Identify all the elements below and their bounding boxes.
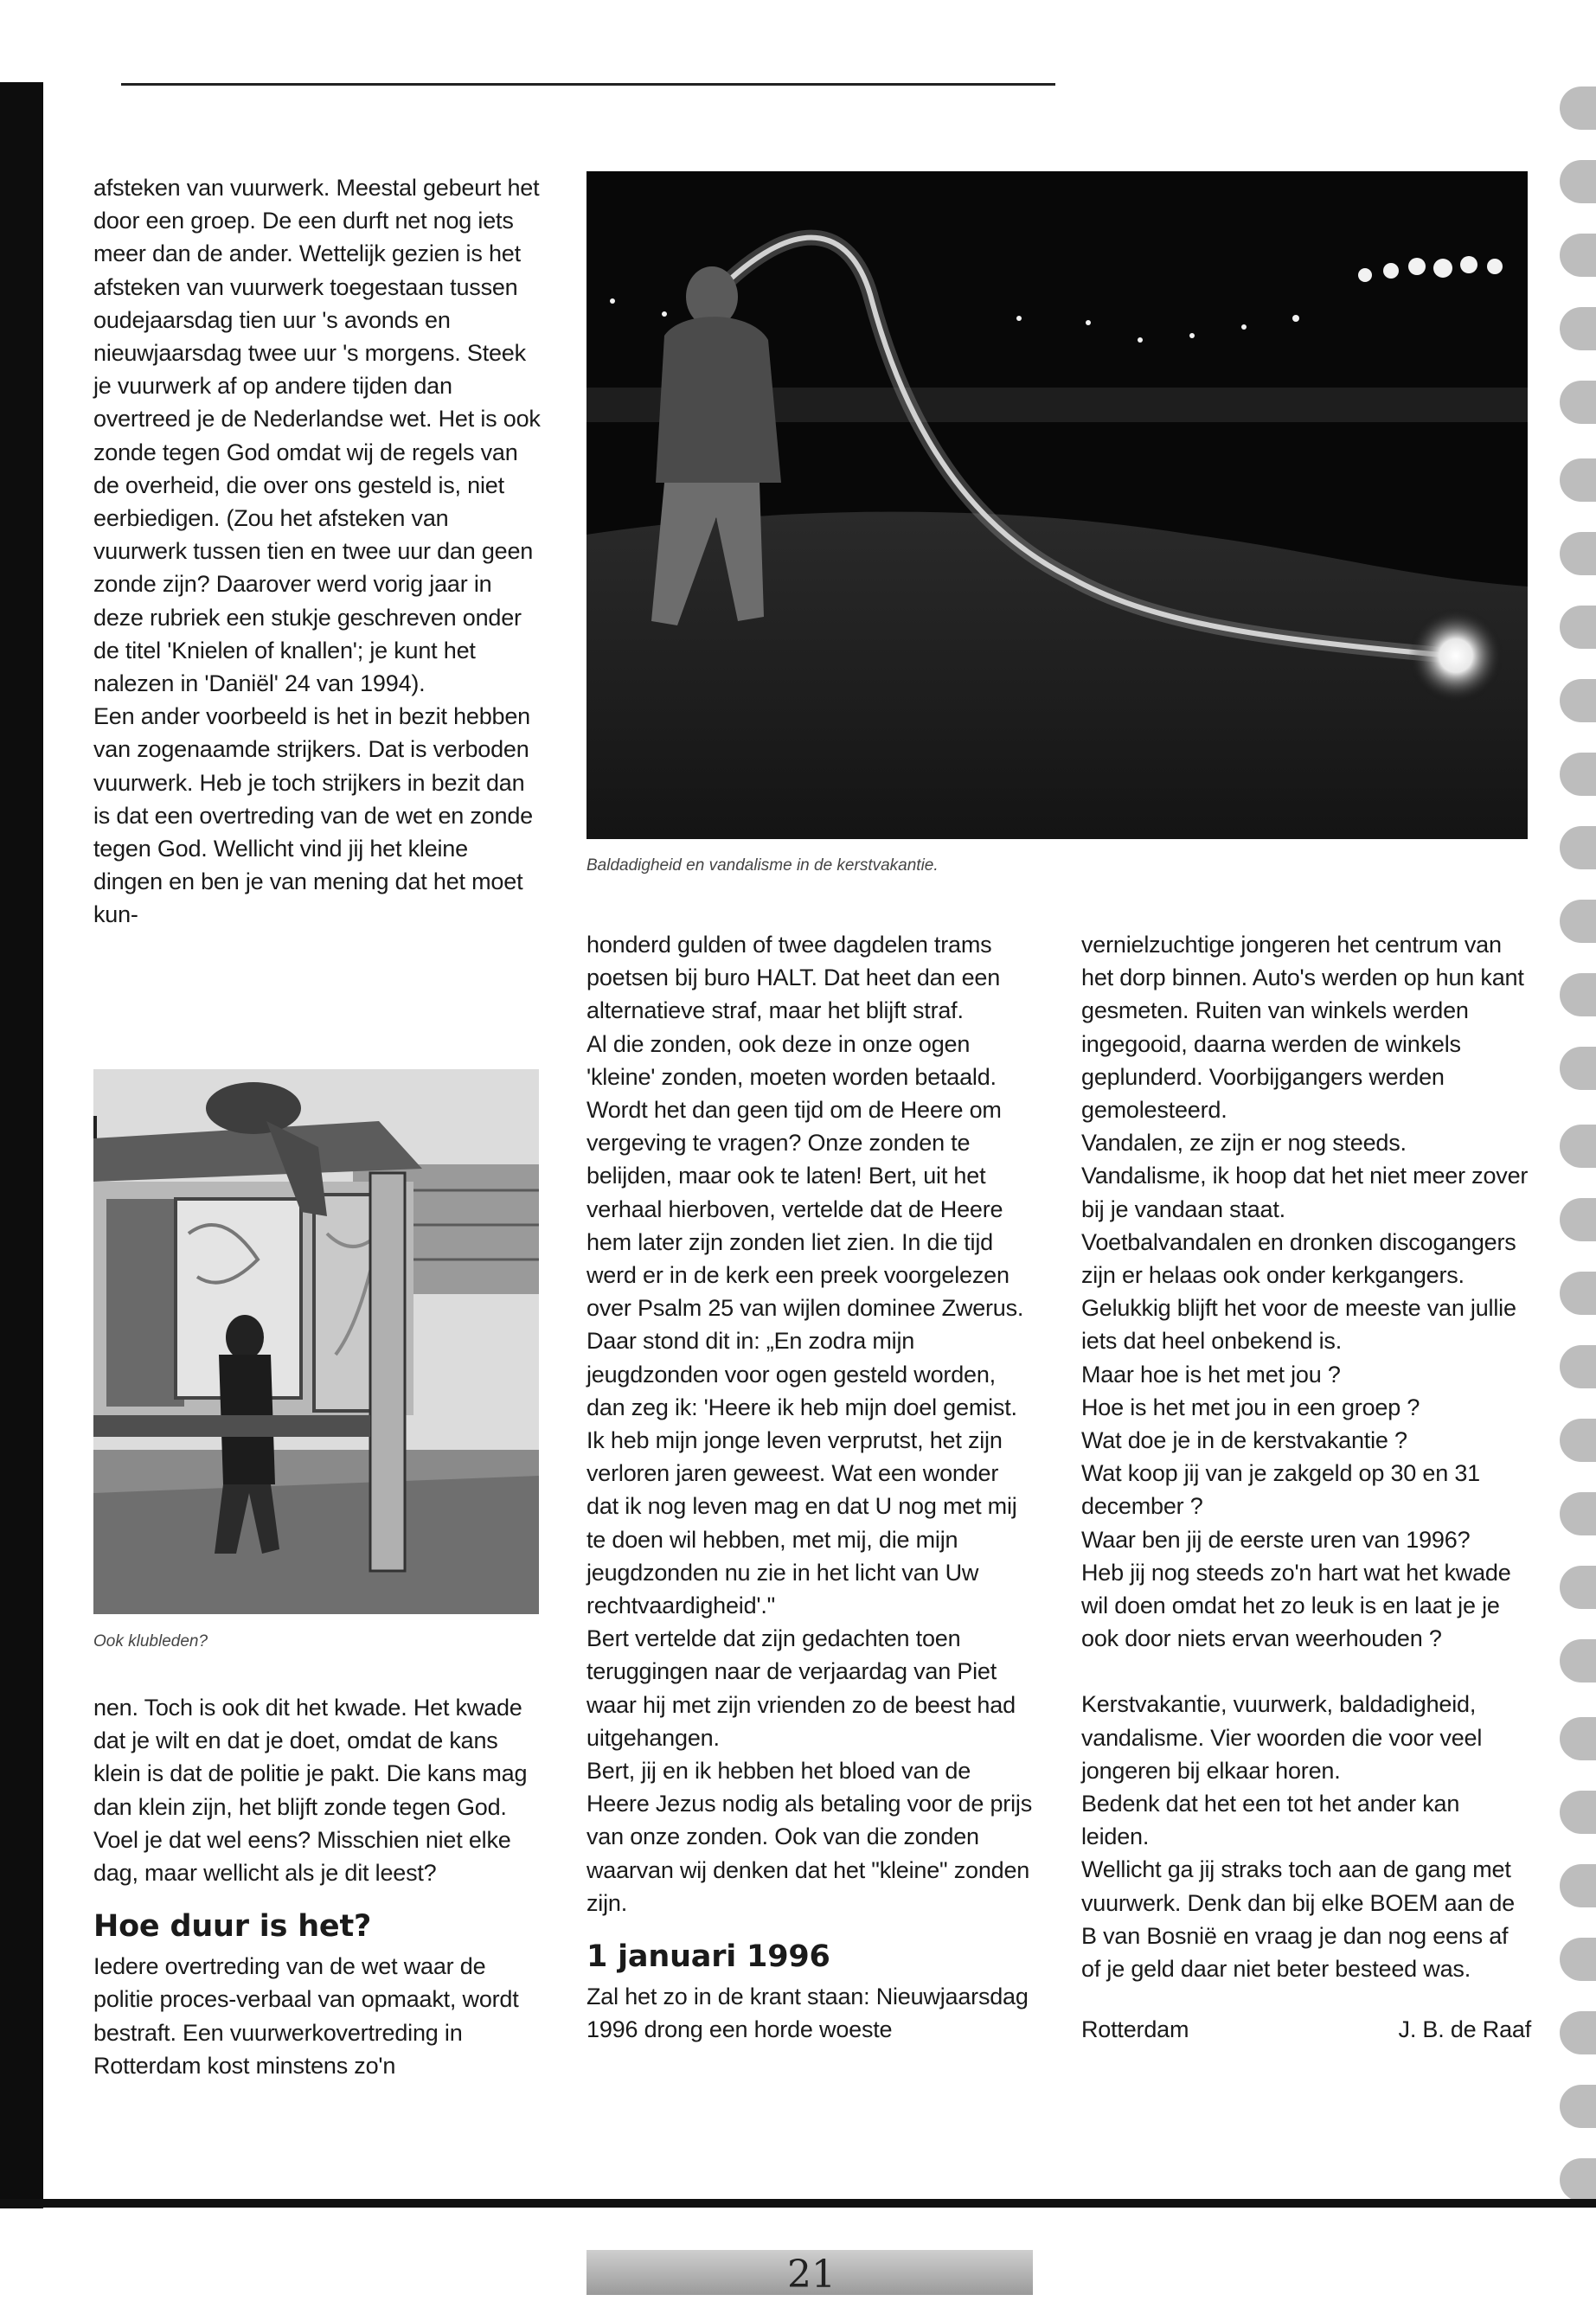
bus-shelter-photo	[93, 1069, 539, 1614]
body-text: afsteken van vuurwerk. Meestal gebeurt het door een groep. De een durft net nog iets meer dan de ander. Wettelijk gezien is het afsteken van vuurwerk toegestaan tussen oudejaarsdag tien uur 's avonds en nieuwjaarsdag twee uur 's morgens. Steek je vuurwerk af op andere tijden dan overtreed je de Nederlandse wet. Het is ook zonde tegen God omdat wij de regels van de overheid, die over ons gesteld is, niet eerbiedigen. (Zou het afsteken van vuurwerk tussen tien en twee uur dan geen zonde zijn? Daarover werd vorig jaar in deze rubriek een stukje geschreven onder de titel 'Knielen of knallen'; je kunt het nalezen in 'Daniël' 24 van 1994). Een ander voorbeeld is het in bezit hebben van zogenaamde strijkers. Dat is verboden vuurwerk. Heb je toch strijkers in bezit dan is dat een overtreding van de wet en zonde tegen God. Wellicht vind jij het kleine dingen en ben je van mening dat het moet kun-	[93, 175, 541, 928]
page-number: 21	[787, 2253, 836, 2297]
body-text: nen. Toch is ook dit het kwade. Het kwade dat je wilt en dat je doet, omdat de kans klein is dat de politie je pakt. Die kans mag dan klein zijn, het blijft zonde tegen God. Voel je dat wel eens? Misschien niet elke dag, maar wellicht als je dit leest?	[93, 1695, 528, 1887]
body-text: vernielzuchtige jongeren het centrum van het dorp binnen. Auto's werden op hun kant gesmeten. Ruiten van winkels werden ingegooid, daarna werden de winkels geplunderd. Voorbijgangers werden gemolesteerd. Vandalen, ze zijn er nog steeds. Vandalisme, ik hoop dat het niet meer zover bij je vandaan staat. Voetbalvandalen en dronken discogangers zijn er helaas ook onder kerkgangers. Gelukkig blijft het voor de meeste van jullie iets dat heel onbekend is. Maar hoe is het met jou ? Hoe is het met jou in een groep ? Wat doe je in de kerstvakantie ? Wat koop jij van je zakgeld op 30 en 31 december ? Waar ben jij de eerste uren van 1996? Heb jij nog steeds zo'n hart wat het kwade wil doen omdat het zo leuk is en laat je je ook door niets ervan weerhouden ?	[1081, 932, 1529, 1652]
column-2	[586, 928, 1036, 2047]
column-1-top	[93, 171, 543, 932]
top-rule	[121, 83, 1055, 86]
caption-left: Ook klubleden?	[93, 1632, 208, 1650]
photo-edge-mark	[93, 1116, 97, 1138]
bottom-rule	[0, 2199, 1596, 2208]
caption-top: Baldadigheid en vandalisme in de kerstvakantie.	[586, 856, 939, 875]
column-1-bottom	[93, 1691, 543, 2082]
body-text: honderd gulden of twee dagdelen trams poetsen bij buro HALT. Dat heet dan een alternatieve straf, maar het blijft straf. Al die zonden, ook deze in onze ogen 'kleine' zonden, moeten worden betaald. Wordt het dan geen tijd om de Heere om vergeving te vragen? Onze zonden te belijden, maar ook te laten! Bert, uit het verhaal hierboven, vertelde dat de Heere hem later zijn zonden liet zien. In die tijd werd er in de kerk een preek voorgelezen over Psalm 25 van wijlen dominee Zwerus. Daar stond dit in: „En zodra mijn jeugdzonden voor ogen gesteld worden, dan zeg ik: 'Heere ik heb mijn doel gemist. Ik heb mijn jonge leven verprutst, het zijn verloren jaren geweest. Wat een wonder dat ik nog leven mag en dat U nog met mij te doen wil hebben, met mij, die mijn jeugdzonden nu zie in het licht van Uw rechtvaardigheid'." Bert vertelde dat zijn gedachten toen teruggingen naar de verjaardag van Piet waar hij met zijn vrienden zo de beest had uitgehangen. Bert, jij en ik hebben het bloed van de Heere Jezus nodig als betaling voor de prijs van onze zonden. Ook van die zonden waarvan wij denken dat het "kleine" zonden zijn.	[586, 932, 1032, 1916]
body-text: Iedere overtreding van de wet waar de politie proces-verbaal van opmaakt, wordt bestraft. Een vuurwerkovertreding in Rotterdam kost minstens zo'n	[93, 1953, 519, 2079]
body-text: Kerstvakantie, vuurwerk, baldadigheid, vandalisme. Vier woorden die voor veel jongeren bij elkaar horen. Bedenk dat het een tot het ander kan leiden. Wellicht ga jij straks toch aan de gang met vuurwerk. Denk dan bij elke BOEM aan de B van Bosnië en vraag je dan nog eens af of je geld daar niet beter besteed was.	[1081, 1691, 1515, 1983]
body-text: Zal het zo in de krant staan: Nieuwjaarsdag 1996 drong een horde woeste	[586, 1984, 1029, 2043]
fireworks-photo	[586, 171, 1528, 839]
place: Rotterdam	[1081, 2016, 1189, 2043]
left-margin-bar	[0, 82, 43, 2208]
column-3	[1081, 928, 1531, 2047]
signature-row	[1081, 2013, 1531, 2046]
section-heading: 1 januari 1996	[586, 1939, 830, 1975]
author: J. B. de Raaf	[1398, 2016, 1531, 2043]
section-heading: Hoe duur is het?	[93, 1909, 372, 1945]
